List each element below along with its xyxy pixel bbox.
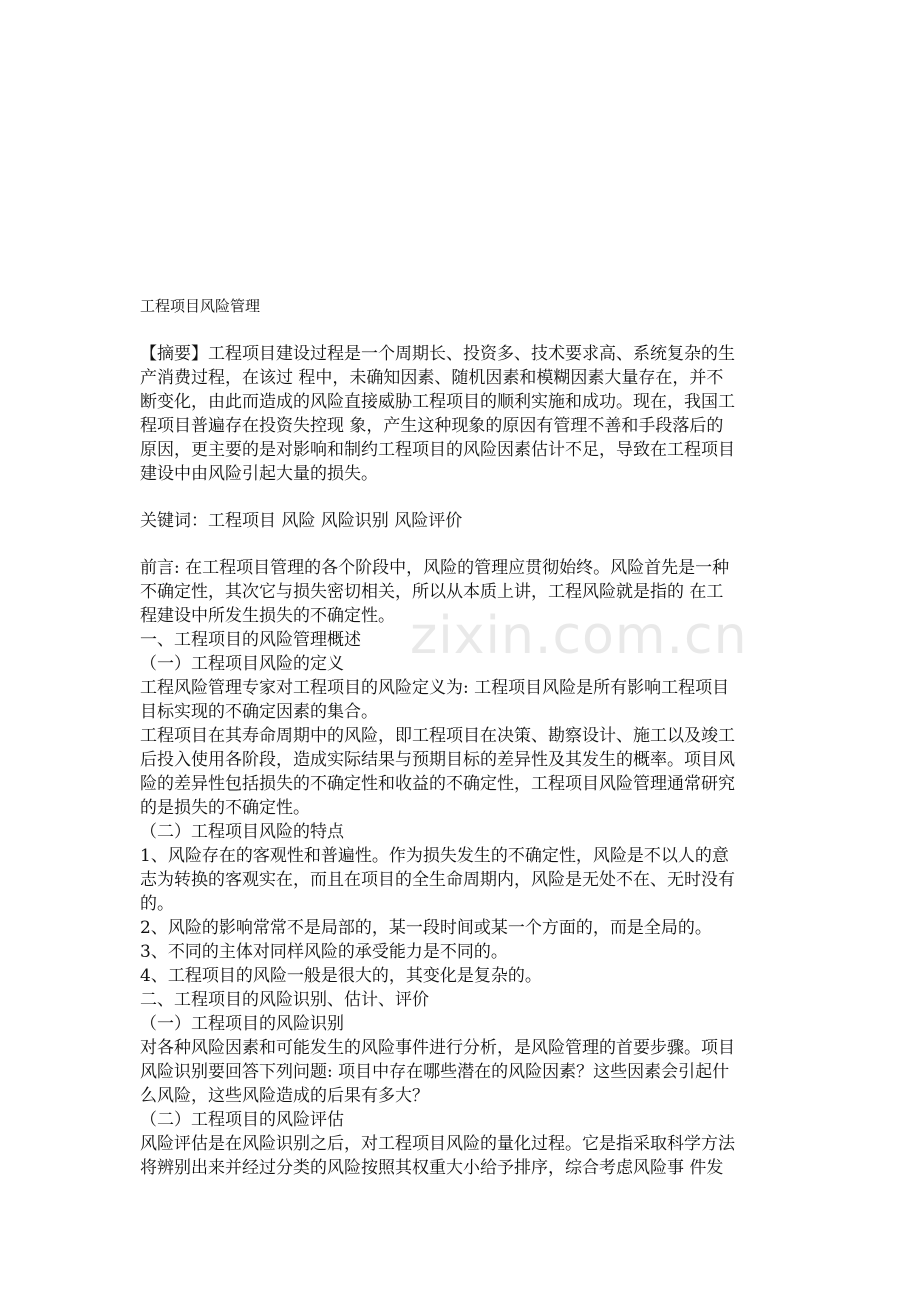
document-title: 工程项目风险管理 xyxy=(140,297,261,315)
section-heading: 二、工程项目的风险识别、估计、评价 xyxy=(140,990,429,1010)
body-line: 么风险，这些风险造成的后果有多大？ xyxy=(140,1086,429,1106)
list-item: 4、工程项目的风险一般是很大的，其变化是复杂的。 xyxy=(140,966,542,986)
abstract-line: 断变化，由此而造成的风险直接威胁工程项目的顺利实施和成功。现在，我国工 xyxy=(140,392,735,412)
body-line: 将辨别出来并经过分类的风险按照其权重大小给予排序，综合考虑风险事 件发 xyxy=(140,1158,724,1178)
subsection-heading: （一）工程项目风险的定义 xyxy=(140,654,344,674)
body-line: 的。 xyxy=(140,894,174,914)
section-heading: 一、工程项目的风险管理概述 xyxy=(140,630,361,650)
body-line: 目标实现的不确定因素的集合。 xyxy=(140,702,378,722)
keywords-text: 关键词：工程项目 风险 风险识别 风险评价 xyxy=(140,511,463,531)
list-item: 3、不同的主体对同样风险的承受能力是不同的。 xyxy=(140,942,508,962)
list-item: 2、风险的影响常常不是局部的，某一段时间或某一个方面的，而是全局的。 xyxy=(140,918,712,938)
body-line: 险的差异性包括损失的不确定性和收益的不确定性，工程项目风险管理通常研究 xyxy=(140,774,735,794)
body-line: 后投入使用各阶段，造成实际结果与预期目标的差异性及其发生的概率。项目风 xyxy=(140,750,735,770)
abstract-line: 原因，更主要的是对影响和制约工程项目的风险因素估计不足，导致在工程项目 xyxy=(140,440,735,460)
keywords-line xyxy=(140,509,784,533)
body-text xyxy=(140,556,784,1180)
watermark: zixin.com.cn xyxy=(410,606,748,666)
body-line: 志为转换的客观实在，而且在项目的全生命周期内，风险是无处不在、无时没有 xyxy=(140,870,735,890)
abstract-line: 产消费过程，在该过 程中，未确知因素、随机因素和模糊因素大量存在，并不 xyxy=(140,368,724,388)
body-line: 的是损失的不确定性。 xyxy=(140,798,310,818)
abstract-line: 建设中由风险引起大量的损失。 xyxy=(140,464,378,484)
body-line: 不确定性，其次它与损失密切相关，所以从本质上讲，工程风险就是指的 在工 xyxy=(140,582,724,602)
abstract-line: 【摘要】工程项目建设过程是一个周期长、投资多、技术要求高、系统复杂的生 xyxy=(140,344,735,364)
body-line: 工程项目在其寿命周期中的风险，即工程项目在决策、勘察设计、施工以及竣工 xyxy=(140,726,735,746)
body-line: 风险识别要回答下列问题: 项目中存在哪些潜在的风险因素？这些因素会引起什 xyxy=(140,1062,730,1082)
list-item: 1、风险存在的客观性和普遍性。作为损失发生的不确定性，风险是不以人的意 xyxy=(140,846,729,866)
subsection-heading: （二）工程项目的风险评估 xyxy=(140,1110,344,1130)
body-line: 程建设中所发生损失的不确定性。 xyxy=(140,606,395,626)
subsection-heading: （一）工程项目的风险识别 xyxy=(140,1014,344,1034)
body-line: 工程风险管理专家对工程项目的风险定义为: 工程项目风险是所有影响工程项目 xyxy=(140,678,730,698)
body-line: 风险评估是在风险识别之后，对工程项目风险的量化过程。它是指采取科学方法 xyxy=(140,1134,735,1154)
abstract-line: 程项目普遍存在投资失控现 象，产生这种现象的原因有管理不善和手段落后的 xyxy=(140,416,724,436)
subsection-heading: （二）工程项目风险的特点 xyxy=(140,822,344,842)
body-line: 前言: 在工程项目管理的各个阶段中，风险的管理应贯彻始终。风险首先是一种 xyxy=(140,558,730,578)
body-line: 对各种风险因素和可能发生的风险事件进行分析，是风险管理的首要步骤。项目 xyxy=(140,1038,735,1058)
abstract-paragraph xyxy=(140,342,784,486)
